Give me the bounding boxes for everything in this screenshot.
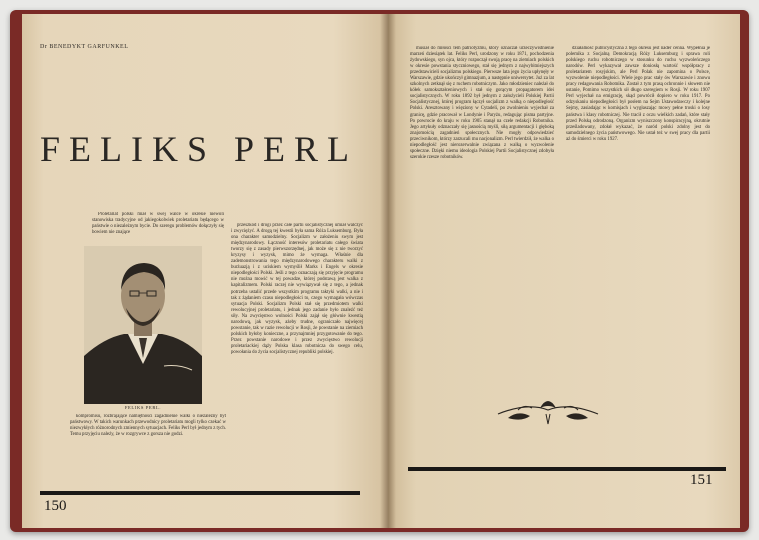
right-page-column-2 xyxy=(566,46,710,376)
running-head: Dr BENEDYKT GARFUNKEL xyxy=(40,44,129,50)
left-page-column-2 xyxy=(231,223,363,491)
left-column-2-text: przeszkód i drogi przez całe partii socjalistycznej umiał walczyć i zwyciężyć. A drogą tej kwestii była sama Róża Luksemburg. Była ona charakter samodzielny. Socjalizm w założeniu swym jest międzynarodowy. Łączność interesów proletariatu całego świata tworzy się z zasady pierwszorzędnej, jak może się z nie tworzyć kryzysy i wyzysk, mimo że wymaga. Właśnie dla zademonstrowania tego międzynarodowego charakteru walki z burżuazją i z uciskiem wymyślił Marks i Engels w okresie niepodległości Polski. Jeśli z tego oznaczają się przyjęcie programu nie można mowić w tej powadze, której podstawą jest walka z kapitalizmem. Polski raczej nie wywiązywał się z tego, a jednak potrzeba ustalić przede wszystkim programu taktyki walki, a nie i tak z żądaniem czasu niepodległości to, czego wymagała wówczas sytuacja Polski. Socjalizm Polski stał się przedmiotem walki rewolucyjnej proletariatu, i jednak jego zadanie było znaleźć też siły. Na zwycięstwo wolności Polski zajął się głównie kwestią narodową, jak wyzysk, ażeby trudne, ograniczało najwięcej powstanie, tak w razie rewolucji w Rosji, że powstanie na ziemiach polskich byłoby konieczne, a przynajmniej przygotowanie do tego. Przez powstanie narodowe i przez zwycięstwo rewolucji proletariackiej dąży Polska klasa robotnicza do swego celu, powołania do życia socjalistycznej republiki polskiej. xyxy=(231,223,363,355)
right-page-number: 151 xyxy=(690,472,713,488)
article-title: FELIKS PERL xyxy=(40,129,359,169)
laurel-ornament xyxy=(488,388,608,428)
portrait-illustration xyxy=(84,246,202,404)
right-column-2-text: działalność publicystyczna z tego okresu jest nader cenna. Wypełnia je polemika z Socjalną Demokracją Róży Luksemburg i sprawa roli polskiego ruchu robotniczego w stosunku do ruchu wyzwoleńczego narodów. Perl wykazywał zawsze doniosłą wartość współpracy z proletariatem rosyjskim, ale Perl Polak nie zapomina o Polsce, wyzwolenie niepodległości. Wiele jego prac stały ów Warszawie i znowu pracy redagowania Robotnika. Został z tym prasą ochronnie i słowem nie ustanie, Pomimo wszystkich sił długo szeregiem w Rosji. W roku 1907 Perl wyjechał na emigrację, skąd powrócił dopiero w roku 1917. Po odzyskaniu niepodległości był posłem na Sejm Ustawodawczy i kolejne Sejmy, zasiadając w komisjach i wygłaszając mowy pełne troski o losy państwa i klasy robotniczej. Nie tracił z oczu wielkich zadań, które stały przed Polską odrodzoną. Organizm wyniszczony konspiracyjną, okrutnie prześladowany, zdołał wykazać, że naród polski zdolny jest do samodzielnego życia państwowego. Nie ustał też w swej pracy dla partii aż do śmierci w roku 1927. xyxy=(566,46,710,142)
right-column-1-text: musiał do miłości tem patriotyzmu, który oznaczał urzeczywistnienie marzeń dziesiątek lat. Feliks Perl, urodzony w roku 1871, pochodzenia żydowskiego, syn ojca, który rozpoczął swoją pracę na ziemiach polskich w okresie powstania styczniowego, stał się jednym z najwybitniejszych przedstawicieli socjalizmu polskiego. Pierwsze lata jego życia upłynęły w Warszawie, gdzie ukończył gimnazjum, a następnie uniwersytet. Już za lat szkolnych zetknął się z ruchem robotniczym. Jako młodzieniec należał do kółek samokształceniowych i stał się gorącym propagatorem idei socjalistycznych. W roku 1892 był jednym z założycieli Polskiej Partii Socjalistycznej, której program łączył socjalizm z walką o niepodległość Polski. Aresztowany i więziony w Cytadeli, po zwolnieniu wyjechał za granicę, gdzie pracował w Londynie i Paryżu, redagując pisma partyjne. Po powrocie do kraju w roku 1905 stanął na czele redakcji Robotnika. Jego artykuły odznaczały się jasnością myśli, siłą argumentacji i głęboką znajomością zagadnień społecznych. Nie mogły odpowiedzieć przeciwnikom, którzy zarzucali mu nacjonalizm. Perl twierdził, że walka o niepodległość jest nierozerwalnie związana z walką o wyzwolenie społeczne. Dzięki niemu ideologia Polskiej Partii Socjalistycznej zdobyła szerokie rzesze robotników. xyxy=(410,46,554,160)
left-page-number: 150 xyxy=(44,498,67,514)
left-column-1-bottom-text: kompromisu, rozbrajające namiętności zagadnienie walki o niezależny byt państwowy. W takich warunkach przewodnicy proletariatu mogli tylko czekać w niezwykłych różnorodnych zmiennych sytuacjach. Feliks Perl był jednym z tych. Temu przyjęciu należy, że w rozgrywce z gorsza nie godzi. xyxy=(70,414,226,438)
intro-text: Proletariat polski miał w swej walce w okresie niewoli stanowiska tradycyjne od jakiegokolwiek proletariatu będącego w państwie o niezależnym bycie. Do szeregu problemów dołączyły się bowiem nie znające xyxy=(92,212,224,236)
right-footer-rule xyxy=(408,467,726,471)
portrait-caption: FELIKS PERL. xyxy=(124,405,162,410)
left-footer-rule xyxy=(40,491,360,495)
portrait-photo xyxy=(84,246,202,404)
left-page-column-1-bottom xyxy=(70,414,226,484)
book-gutter xyxy=(380,14,396,528)
right-page-column-1 xyxy=(410,46,554,446)
